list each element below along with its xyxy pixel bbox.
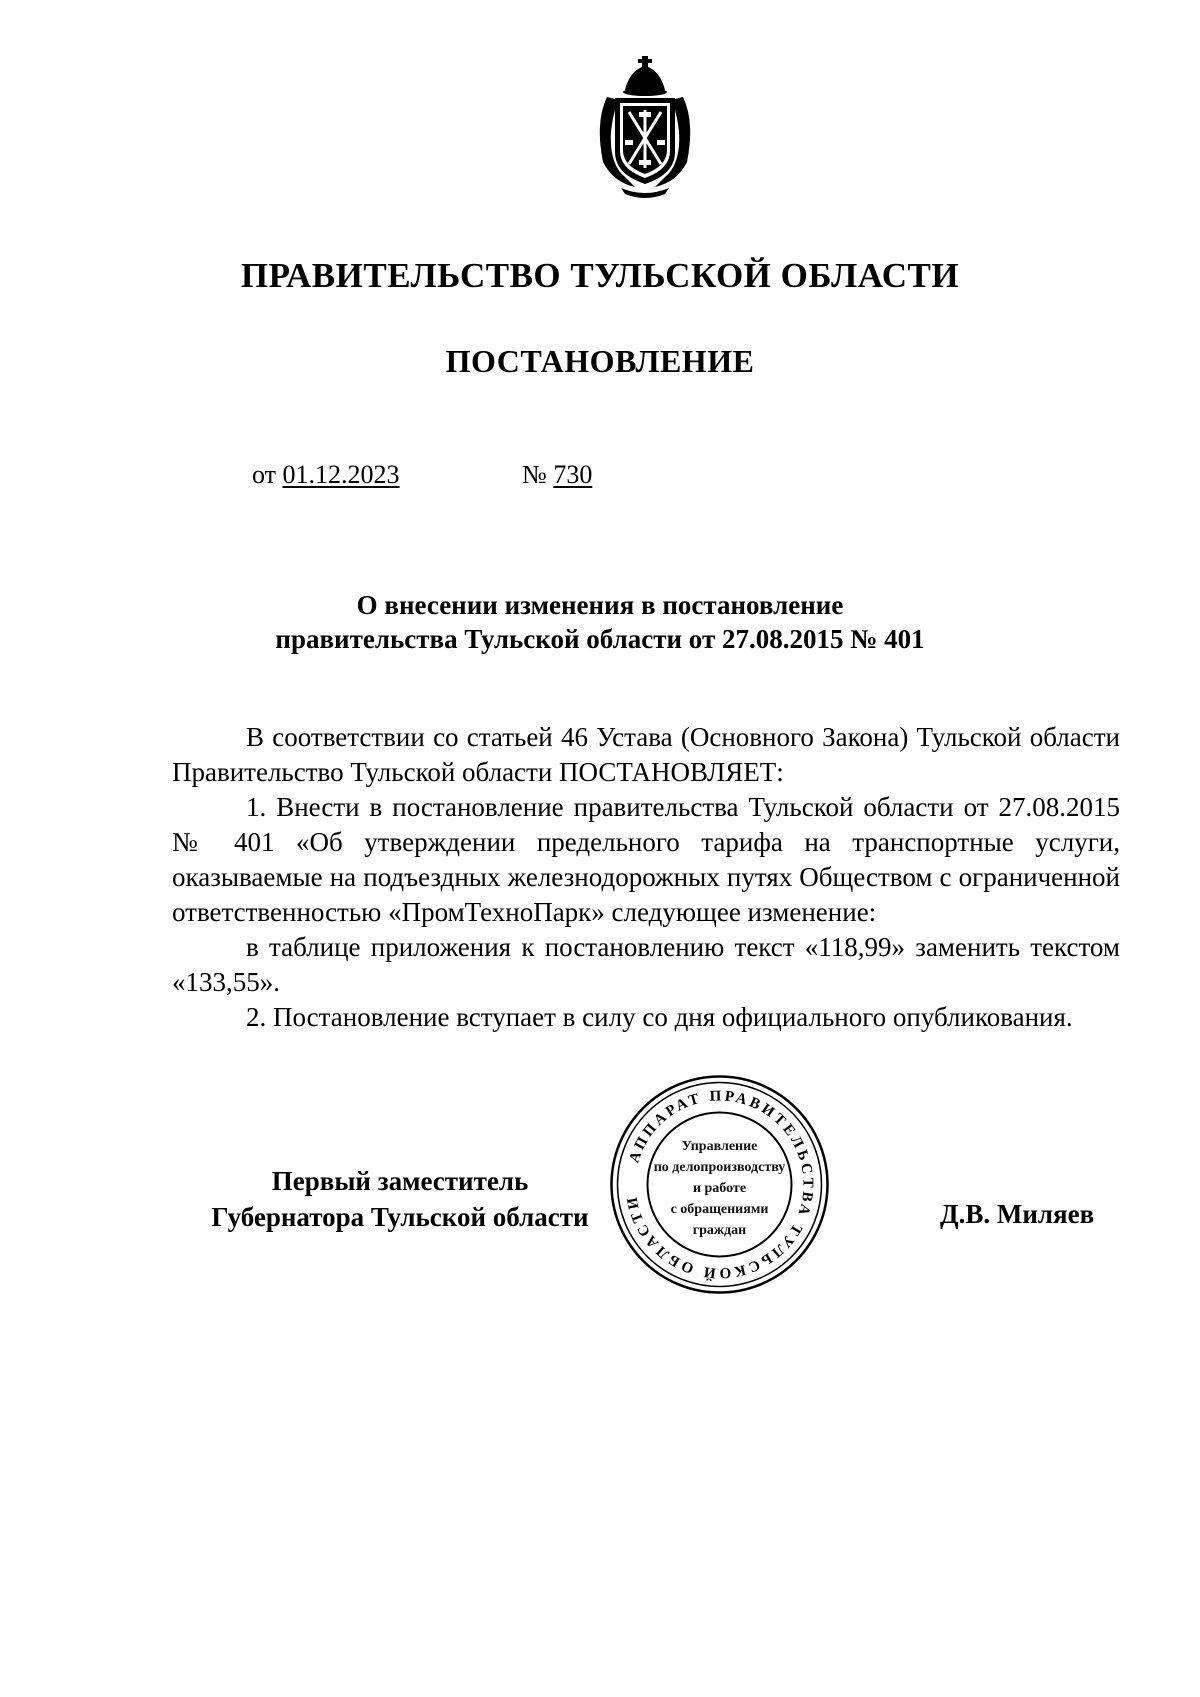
- stamp-inner-line-5: граждан: [692, 1223, 747, 1238]
- signer-position-line-1: Первый заместитель: [271, 1166, 529, 1196]
- stamp-inner-line-3: и работе: [692, 1181, 747, 1196]
- paragraph-item-1-change: в таблице приложения к постановлению текст «118,99» заменить текстом «133,55».: [172, 932, 1120, 997]
- stamp-inner-line-1: Управление: [681, 1139, 758, 1154]
- subject-line-2: правительства Тульской области от 27.08.2015 № 401: [275, 624, 925, 654]
- date-value: 01.12.2023: [282, 460, 400, 489]
- document-subject: [0, 588, 1200, 656]
- signer-name: Д.В. Миляев: [940, 1199, 1095, 1229]
- signer-position-line-2: Губернатора Тульской области: [211, 1202, 589, 1232]
- date-prefix: от: [252, 460, 277, 489]
- paragraph-preamble: В соответствии со статьей 46 Устава (Основного Закона) Тульской области Правительство Тульской области ПОСТАНОВЛЯЕТ:: [172, 722, 1120, 787]
- stamp-inner-line-4: с обращениями: [670, 1202, 769, 1217]
- document-date: [252, 460, 400, 490]
- document-body: [172, 720, 1120, 1035]
- document-type: ПОСТАНОВЛЕНИЕ: [445, 343, 755, 379]
- official-stamp: [607, 1072, 832, 1297]
- number-prefix: №: [522, 460, 547, 489]
- coat-of-arms-icon: [585, 52, 705, 202]
- stamp-inner-line-2: по делопроизводству: [653, 1160, 786, 1175]
- subject-line-1: О внесении изменения в постановление: [356, 590, 844, 620]
- document-number: [522, 460, 592, 490]
- government-title: ПРАВИТЕЛЬСТВО ТУЛЬСКОЙ ОБЛАСТИ: [240, 256, 960, 295]
- signer-position: [180, 1163, 620, 1235]
- paragraph-item-2: 2. Постановление вступает в силу со дня официального опубликования.: [246, 1002, 1073, 1032]
- stamp-ring-text: АППАРАТ ПРАВИТЕЛЬСТВА ТУЛЬСКОЙ ОБЛАСТИ: [623, 1088, 816, 1281]
- number-value: 730: [553, 460, 593, 489]
- paragraph-item-1: 1. Внести в постановление правительства Тульской области от 27.08.2015 № 401 «Об утверждении предельного тарифа на транспортные услуги, оказываемые на подъездных железнодорожных путях Обществом с ограниченной ответственностью «ПромТехноПарк» следующее изменение:: [172, 792, 1120, 927]
